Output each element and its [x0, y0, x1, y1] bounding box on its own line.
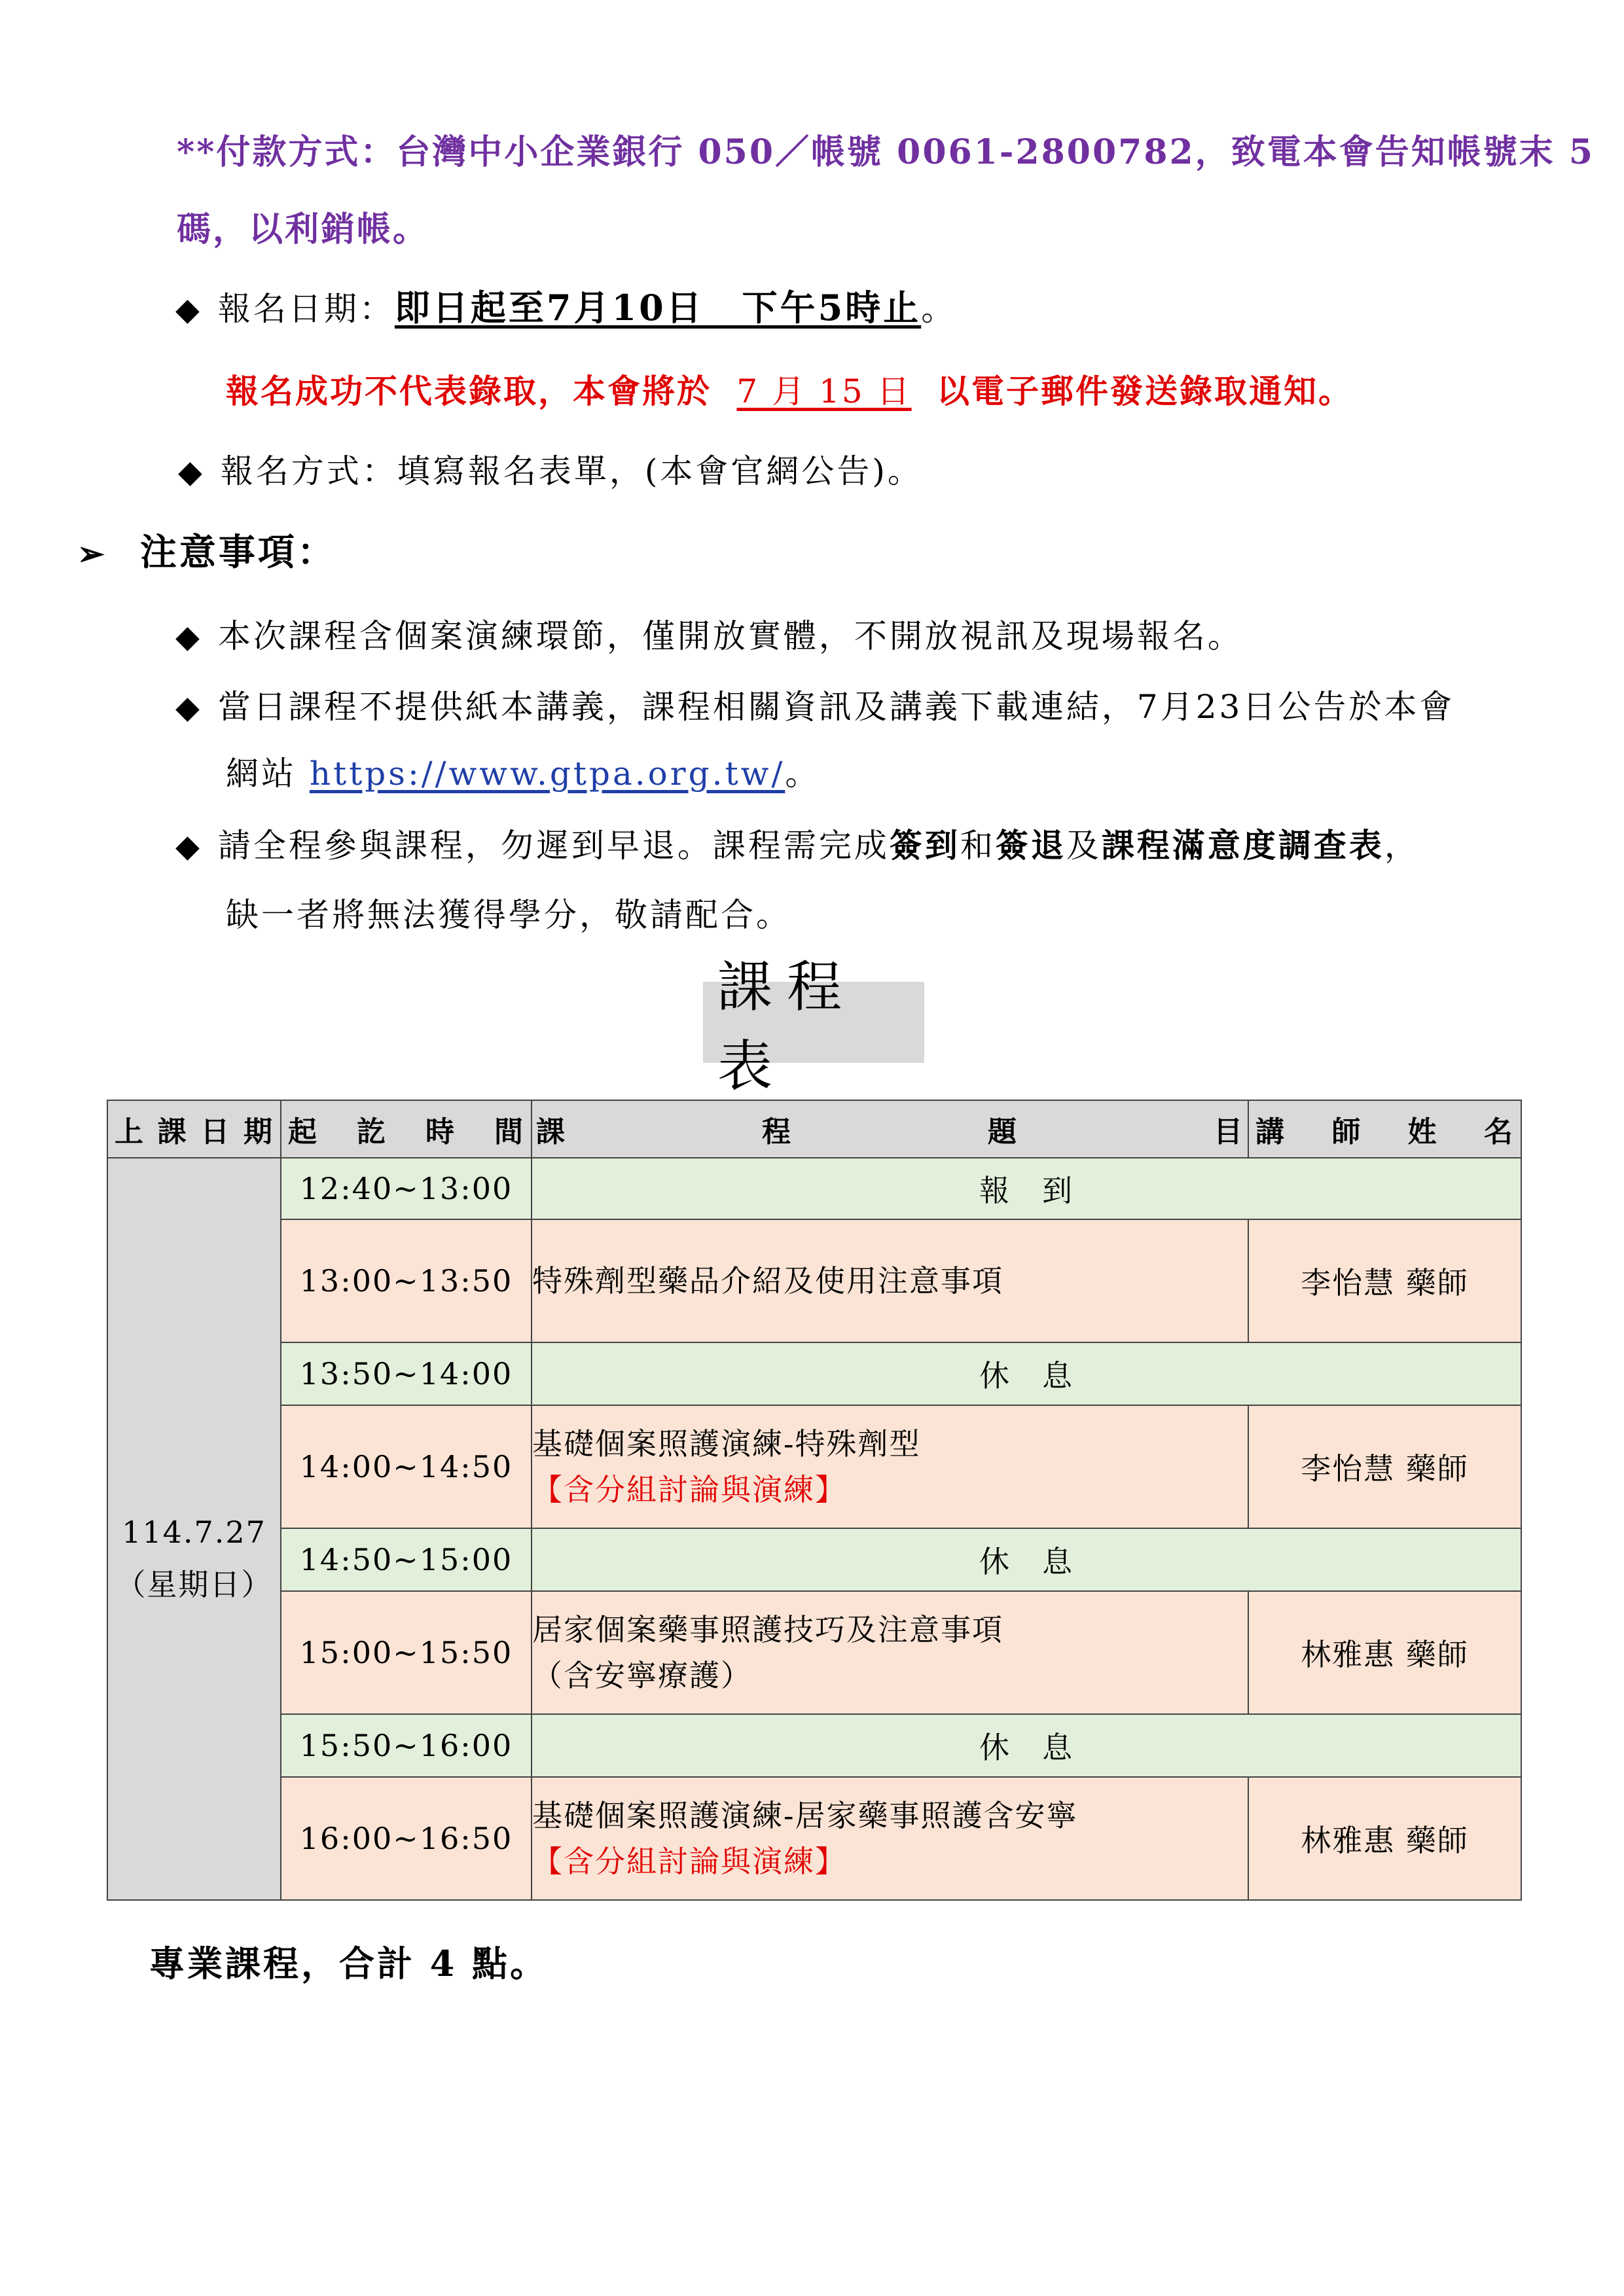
- header-instructor: 講 師 姓 名: [1248, 1100, 1521, 1158]
- registration-date-end: 。: [921, 290, 957, 328]
- table-row: [107, 1528, 1521, 1591]
- time-cell: 15:50~16:00: [281, 1714, 532, 1777]
- course-title: 居家個案藥事照護技巧及注意事項: [532, 1612, 1003, 1647]
- registration-date-label: 報名日期：: [217, 290, 395, 328]
- note-item-3-text-g: ，: [1384, 827, 1420, 865]
- registration-date: [175, 280, 956, 331]
- time-cell: 13:50~14:00: [281, 1342, 532, 1405]
- diamond-bullet-icon: ◆: [175, 619, 202, 655]
- note-item-1: [175, 610, 1243, 657]
- note-item-2-line-2: [226, 747, 820, 795]
- note-item-3-sign-in: 簽到: [889, 826, 960, 865]
- admission-notice-text-b: 以電子郵件發送錄取通知。: [936, 372, 1353, 410]
- admission-notice: [226, 365, 1353, 412]
- admission-notice-text-a: 報名成功不代表錄取，本會將於: [226, 372, 712, 410]
- payment-line-1: **付款方式：台灣中小企業銀行 050／帳號 0061-2800782，致電本會告知帳號末 5: [177, 132, 1595, 172]
- note-item-3: [175, 819, 1420, 867]
- note-item-2-suffix: 。: [785, 755, 821, 793]
- course-title: 基礎個案照護演練-居家藥事照護含安寧: [532, 1798, 1078, 1833]
- header-topic: 課 程 題 目: [532, 1100, 1248, 1158]
- table-row: [107, 1158, 1521, 1219]
- time-cell: 12:40~13:00: [281, 1158, 532, 1219]
- credits-note: 專業課程，合計 4 點。: [149, 1943, 549, 1984]
- course-title-note: 【含分組討論與演練】: [532, 1844, 846, 1879]
- diamond-bullet-icon: ◆: [175, 291, 202, 328]
- instructor-cell: 李怡慧 藥師: [1248, 1405, 1521, 1528]
- admission-notice-date: 7 月 15 日: [736, 372, 912, 410]
- registration-method: [178, 445, 923, 492]
- time-cell: 14:00~14:50: [281, 1405, 532, 1528]
- table-header-row: [107, 1100, 1521, 1158]
- course-title-cell: 特殊劑型藥品介紹及使用注意事項: [532, 1219, 1248, 1342]
- registration-date-value: 即日起至7月10日 下午5時止: [394, 287, 922, 329]
- website-link[interactable]: https://www.gtpa.org.tw/: [309, 755, 785, 793]
- schedule-title: 課程表: [703, 982, 924, 1063]
- course-title-cell: [532, 1777, 1248, 1900]
- checkin-cell: 報 到: [532, 1158, 1521, 1219]
- header-time: 起 訖 時 間: [281, 1100, 532, 1158]
- note-item-2-line-1: 當日課程不提供紙本講義，課程相關資訊及講義下載連結，7月23日公告於本會: [217, 688, 1455, 726]
- course-weekday: （星期日）: [115, 1567, 273, 1602]
- time-cell: 16:00~16:50: [281, 1777, 532, 1900]
- time-cell: 15:00~15:50: [281, 1591, 532, 1714]
- diamond-bullet-icon: ◆: [178, 454, 205, 490]
- note-item-1-text: 本次課程含個案演練環節，僅開放實體，不開放視訊及現場報名。: [217, 617, 1243, 655]
- note-item-2-prefix: 網站: [226, 755, 310, 793]
- registration-method-text: 報名方式：填寫報名表單，(本會官網公告)。: [220, 452, 923, 490]
- break-cell: 休 息: [532, 1714, 1521, 1777]
- course-date: 114.7.27: [122, 1515, 266, 1550]
- schedule-table: [107, 1100, 1522, 1901]
- table-row: [107, 1219, 1521, 1342]
- payment-line-2: 碼，以利銷帳。: [177, 209, 429, 249]
- instructor-cell: 林雅惠 藥師: [1248, 1777, 1521, 1900]
- instructor-cell: 李怡慧 藥師: [1248, 1219, 1521, 1342]
- note-item-2: [175, 681, 1454, 728]
- arrow-bullet-icon: ➢: [77, 534, 107, 573]
- course-title-cell: [532, 1591, 1248, 1714]
- time-cell: 14:50~15:00: [281, 1528, 532, 1591]
- course-title-note: 【含分組討論與演練】: [532, 1472, 846, 1507]
- instructor-cell: 林雅惠 藥師: [1248, 1591, 1521, 1714]
- notes-heading-text: 注意事項：: [139, 531, 336, 574]
- table-row: [107, 1342, 1521, 1405]
- course-date-cell: [107, 1158, 281, 1900]
- table-row: [107, 1405, 1521, 1528]
- course-title-cell: [532, 1405, 1248, 1528]
- table-row: [107, 1591, 1521, 1714]
- time-cell: 13:00~13:50: [281, 1219, 532, 1342]
- course-title-line-2: （含安寧療護）: [532, 1658, 752, 1693]
- diamond-bullet-icon: ◆: [175, 689, 202, 726]
- table-row: [107, 1714, 1521, 1777]
- notes-heading: [77, 524, 336, 576]
- note-item-3-text-c: 和: [960, 827, 996, 865]
- diamond-bullet-icon: ◆: [175, 828, 202, 865]
- table-row: [107, 1777, 1521, 1900]
- note-item-3-survey: 課程滿意度調查表: [1101, 826, 1384, 865]
- note-item-3-sign-out: 簽退: [995, 826, 1066, 865]
- break-cell: 休 息: [532, 1528, 1521, 1591]
- note-item-3-line-2: 缺一者將無法獲得學分，敬請配合。: [226, 896, 791, 934]
- course-title: 基礎個案照護演練-特殊劑型: [532, 1426, 921, 1462]
- header-date: 上 課 日 期: [107, 1100, 281, 1158]
- note-item-3-text-e: 及: [1066, 827, 1102, 865]
- break-cell: 休 息: [532, 1342, 1521, 1405]
- note-item-3-text-a: 請全程參與課程，勿遲到早退。課程需完成: [217, 827, 890, 865]
